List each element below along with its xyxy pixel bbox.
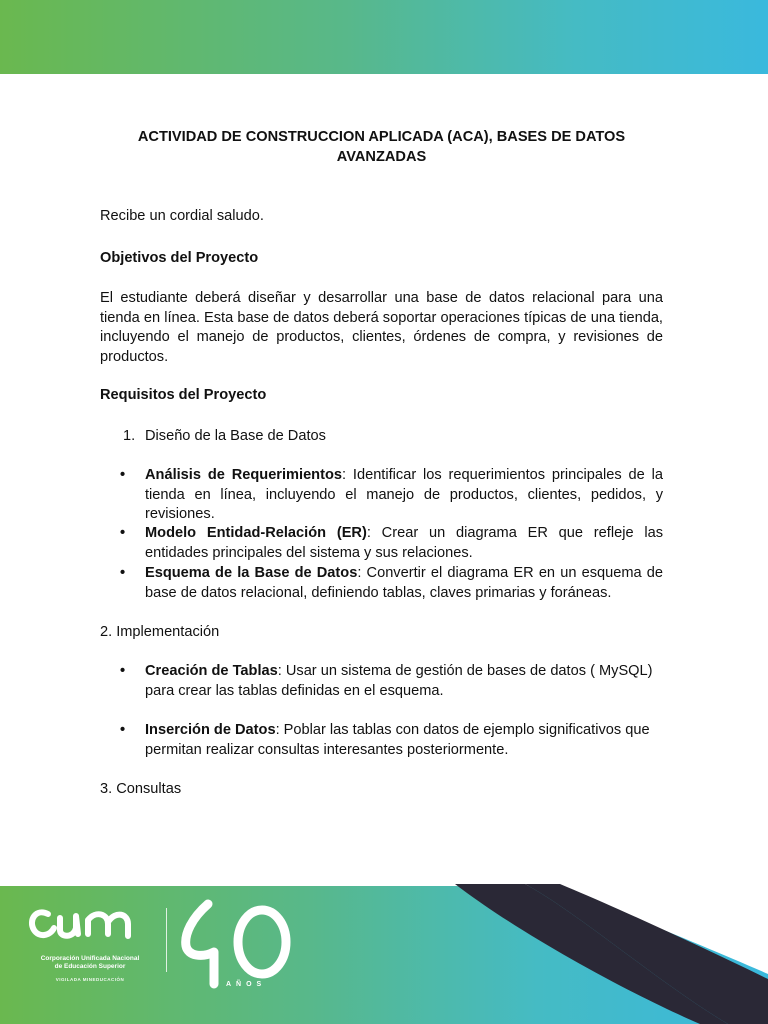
bullet-text (145, 564, 663, 603)
section-1-number: 1. (123, 428, 136, 444)
org-line-3: VIGILADA MINEDUCACIÓN (55, 977, 125, 982)
objectives-paragraph: El estudiante deberá diseñar y desarrollar una base de datos relacional para una tienda en línea. Esta base de datos deberá soportar operaciones típicas de una tienda, incluyendo el manejo de productos, clientes, órdenes de compra, y revisiones de productos. (100, 290, 663, 365)
bullet-desc: : Crear un diagrama ER que refleje las entidades principales del sistema y sus relaciones. (145, 525, 663, 561)
bullet-term: Creación de Tablas (145, 663, 278, 679)
cun-logo-icon (26, 900, 151, 950)
document-title (100, 128, 663, 167)
org-name (20, 955, 160, 984)
bullet-icon: • (120, 722, 126, 738)
bullet-term: Esquema de la Base de Datos (145, 565, 358, 581)
bullet-desc: : Convertir el diagrama ER en un esquema de base de datos relacional, definiendo tablas, claves primarias y foráneas. (145, 565, 664, 601)
anniversary-label: AÑOS (226, 981, 267, 988)
org-line-1: Corporación Unificada Nacional (40, 955, 140, 962)
title-line-2: AVANZADAS (336, 148, 427, 165)
bullet-icon: • (120, 525, 126, 541)
bullet-icon: • (120, 467, 126, 483)
bullet-desc: : Identificar los requerimientos principales de la tienda en línea, incluyendo el manejo de productos, clientes, pedidos, y revisiones. (145, 467, 663, 522)
bullet-desc: : Poblar las tablas con datos de ejemplo significativos que permitan realizar consultas interesantes posteriormente. (145, 722, 650, 758)
footer-band (0, 884, 768, 1024)
section-1-heading (123, 427, 326, 447)
bullet-term: Análisis de Requerimientos (145, 467, 342, 483)
title-line-1: ACTIVIDAD DE CONSTRUCCION APLICADA (ACA), BASES DE DATOS (137, 129, 626, 145)
section-1-label: Diseño de la Base de Datos (145, 428, 326, 444)
header-band (0, 0, 768, 74)
section-3-heading: 3. Consultas (100, 781, 182, 797)
objectives-heading: Objetivos del Proyecto (100, 250, 259, 266)
greeting: Recibe un cordial saludo. (100, 208, 264, 224)
bullet-term: Modelo Entidad-Relación (ER) (145, 525, 367, 541)
bullet-icon: • (120, 663, 126, 679)
bullet-text (145, 524, 663, 563)
bullet-text (145, 721, 663, 760)
bullet-desc: : Usar un sistema de gestión de bases de datos ( MySQL) para crear las tablas definidas en el esquema. (145, 663, 653, 699)
bullet-term: Inserción de Datos (145, 722, 276, 738)
section-2-heading: 2. Implementación (100, 624, 220, 640)
bullet-text (145, 466, 663, 525)
bullet-icon: • (120, 565, 126, 581)
requirements-heading: Requisitos del Proyecto (100, 387, 267, 403)
footer-divider (166, 908, 167, 972)
bullet-text (145, 662, 663, 701)
org-line-2: de Educación Superior (54, 963, 126, 970)
